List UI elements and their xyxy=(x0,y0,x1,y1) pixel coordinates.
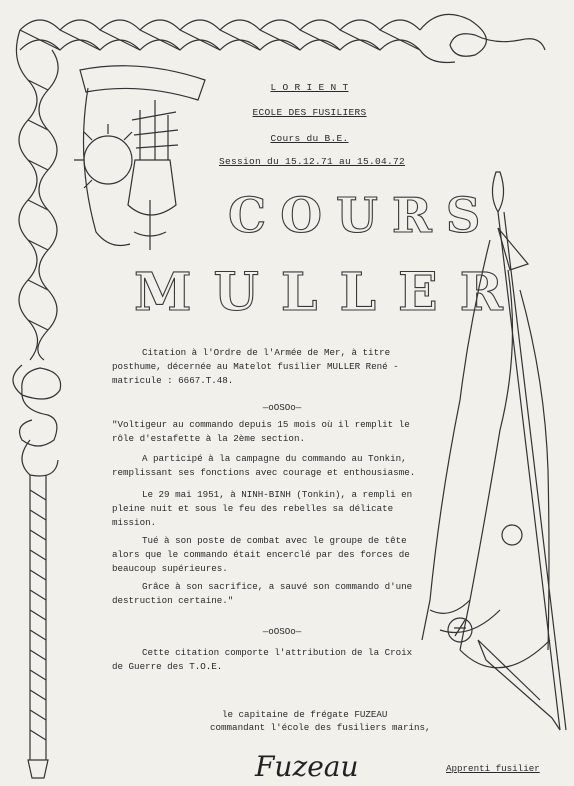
title-line1: COURS xyxy=(228,188,495,244)
citation-p4: Tué à son poste de combat avec le groupe de tête alors que le commando était encerclé par des forces de beaucoup supérieures. xyxy=(112,535,410,574)
citation-intro: Citation à l'Ordre de l'Armée de Mer, à titre posthume, décernée au Matelot fusilier MULLER René - matricule : 6667.T.48. xyxy=(112,347,399,386)
emblem-icon xyxy=(74,66,205,250)
title-line2: MULLER xyxy=(134,262,525,323)
header-city: L O R I E N T xyxy=(270,82,349,93)
header-school: ECOLE DES FUSILIERS xyxy=(252,107,367,118)
apprentice-label: Apprenti fusilier xyxy=(446,763,540,774)
left-rope-icon xyxy=(13,30,61,778)
citation-p3: Le 29 mai 1951, à NINH-BINH (Tonkin), a rempli en pleine nuit et sous le feu des rebelles sa délicate mission. xyxy=(112,489,413,528)
signature-line2: commandant l'école des fusiliers marins, xyxy=(210,722,431,733)
citation-p1: "Voltigeur au commando depuis 15 mois où il remplit le rôle d'estafette à la 2ème section. xyxy=(112,419,410,444)
header-course: Cours du B.E. xyxy=(270,133,349,144)
citation-p5: Grâce à son sacrifice, a sauvé son commando d'une destruction certaine." xyxy=(112,581,413,606)
citation-p2: A participé à la campagne du commando au Tonkin, remplissant ses fonctions avec courage et enthousiasme. xyxy=(112,453,416,478)
separator-1: —oOSOo— xyxy=(262,402,302,413)
separator-2: —oOSOo— xyxy=(262,626,302,637)
signature-line1: le capitaine de frégate FUZEAU xyxy=(222,709,388,720)
citation-closing: Cette citation comporte l'attribution de la Croix de Guerre des T.O.E. xyxy=(112,647,413,672)
flag-icon xyxy=(422,172,566,730)
top-rope-icon xyxy=(20,14,545,62)
handwritten-signature: Fuzeau xyxy=(255,750,359,783)
header-session: Session du 15.12.71 au 15.04.72 xyxy=(218,156,406,167)
